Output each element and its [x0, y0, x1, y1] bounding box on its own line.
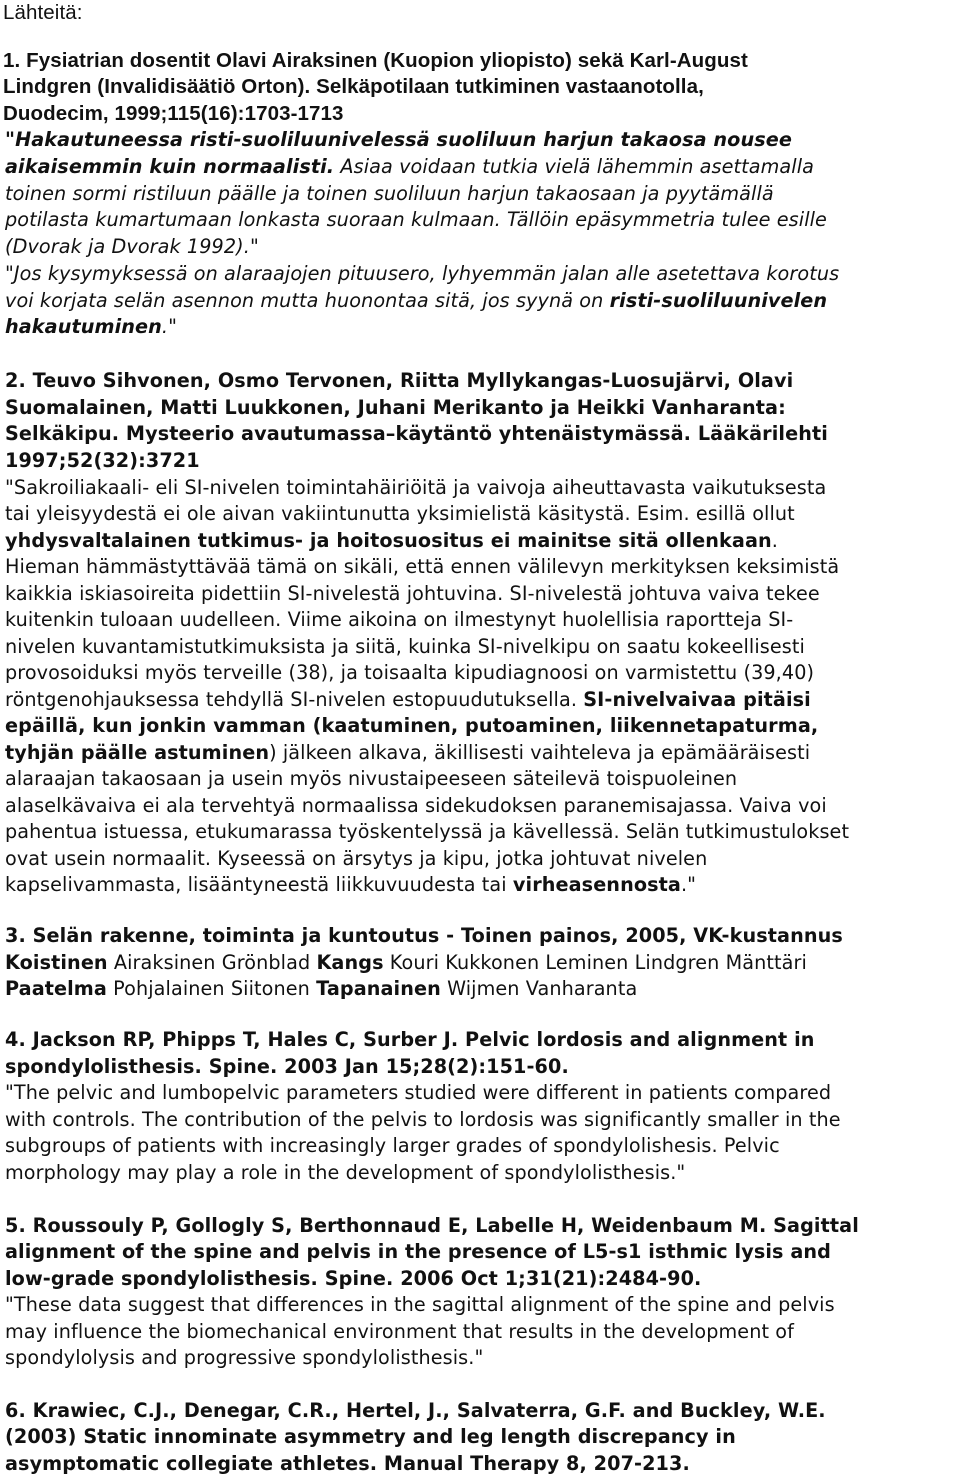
- ref5-quote-line-1: "These data suggest that differences in the sagittal alignment of the spine and pelvis: [5, 1293, 835, 1316]
- ref2-line-2: Suomalainen, Matti Luukkonen, Juhani Merikanto ja Heikki Vanharanta:: [5, 396, 786, 419]
- ref3-author-emphasis: Paatelma: [5, 977, 107, 1000]
- ref2-quote-text: .": [680, 873, 697, 896]
- ref2-quote-line-14: pahentua istuessa, etukumarassa työskentelyssä ja kävellessä. Selän tutkimustulokset: [5, 820, 850, 843]
- ref3-authors-line-2: [5, 976, 637, 1002]
- ref2-quote-line-2: tai yleisyydestä ei ole aivan vakiintunutta yksimielistä käsitystä. Esim. esillä ollut: [5, 502, 795, 525]
- references-heading: Lähteitä:: [3, 1, 83, 24]
- ref3-author-text: Airaksinen Grönblad: [107, 951, 317, 974]
- ref1-quote-emphasis: hakautuminen: [5, 315, 162, 338]
- ref1-quote-text: voi korjata selän asennon mutta huonontaa sitä, jos syynä on: [5, 289, 610, 312]
- ref5-line-2: alignment of the spine and pelvis in the presence of L5-s1 isthmic lysis and: [5, 1240, 831, 1263]
- ref4-line-1: 4. Jackson RP, Phipps T, Hales C, Surber J. Pelvic lordosis and alignment in: [5, 1028, 815, 1051]
- ref1-quote-text: .": [161, 315, 178, 338]
- ref3-author-text: Kouri Kukkonen Leminen Lindgren Mänttäri: [383, 951, 807, 974]
- ref2-quote-line-1: "Sakroiliakaali- eli SI-nivelen toimintahäiriöitä ja vaivoja aiheuttavasta vaikutuksesta: [5, 476, 827, 499]
- ref3-author-text: Pohjalainen Siitonen: [106, 977, 317, 1000]
- ref2-quote-line-3: [5, 528, 778, 554]
- ref2-quote-line-13: alaselkävaiva ei ala tervehtyä normaalissa sidekudoksen paranemisajassa. Vaiva voi: [5, 794, 827, 817]
- ref3-author-text: Wijmen Vanharanta: [440, 977, 638, 1000]
- ref2-line-4: 1997;52(32):3721: [5, 449, 200, 472]
- ref6-line-1: 6. Krawiec, C.J., Denegar, C.R., Hertel, J., Salvaterra, G.F. and Buckley, W.E.: [5, 1399, 826, 1422]
- ref4-quote-line-1: "The pelvic and lumbopelvic parameters studied were different in patients compared: [5, 1081, 832, 1104]
- ref1-line-1: 1. Fysiatrian dosentit Olavi Airaksinen (Kuopion yliopisto) sekä Karl-August: [3, 49, 748, 72]
- ref2-quote-line-12: alaraajan takaosaan ja usein myös nivustaipeeseen säteilevä toispuoleinen: [5, 767, 738, 790]
- ref2-quote-line-9: [5, 687, 811, 713]
- ref1-quote-line-4: potilasta kumartumaan lonkasta suoraan kulmaan. Tällöin epäsymmetria tulee esille: [5, 208, 827, 231]
- ref2-quote-emphasis: virheasennosta: [512, 873, 681, 896]
- ref3-author-emphasis: Koistinen: [5, 951, 108, 974]
- ref1-quote-line-2: [5, 154, 814, 180]
- ref1-quote-emphasis: aikaisemmin kuin normaalisti.: [5, 155, 335, 178]
- ref2-quote-emphasis: SI-nivelvaivaa pitäisi: [583, 688, 811, 711]
- ref5-quote-line-3: spondylolysis and progressive spondylolisthesis.": [5, 1346, 484, 1369]
- ref2-quote-emphasis: yhdysvaltalainen tutkimus- ja hoitosuositus ei mainitse sitä ollenkaan: [5, 529, 772, 552]
- ref3-line-1: 3. Selän rakenne, toiminta ja kuntoutus - Toinen painos, 2005, VK-kustannus: [5, 924, 843, 947]
- ref2-quote-line-5: kaikkia iskiasoireita pidettiin SI-nivelestä johtuvina. SI-nivelestä johtuva vaiva tekee: [5, 582, 820, 605]
- ref1-line-3: Duodecim, 1999;115(16):1703-1713: [3, 102, 344, 125]
- ref4-quote-line-2: with controls. The contribution of the pelvis to lordosis was significantly smaller in the: [5, 1108, 841, 1131]
- ref2-quote-text: kapselivammasta, lisääntyneestä liikkuvuudesta tai: [5, 873, 513, 896]
- ref5-line-1: 5. Roussouly P, Gollogly S, Berthonnaud E, Labelle H, Weidenbaum M. Sagittal: [5, 1214, 859, 1237]
- ref2-quote-line-4: Hieman hämmästyttävää tämä on sikäli, että ennen välilevyn merkityksen keksimistä: [5, 555, 840, 578]
- ref1-quote-line-5: (Dvorak ja Dvorak 1992).": [5, 235, 259, 258]
- ref1-quote-line-8: [5, 314, 177, 340]
- ref2-quote-line-8: provosoiduksi myös terveille (38), ja toisaalta kipudiagnoosi on varmistettu (39,40): [5, 661, 815, 684]
- ref5-line-3: low-grade spondylolisthesis. Spine. 2006 Oct 1;31(21):2484-90.: [5, 1267, 702, 1290]
- ref1-quote-line-6: "Jos kysymyksessä on alaraajojen pituusero, lyhyemmän jalan alle asetettava korotus: [5, 262, 840, 285]
- ref1-quote-line-1: "Hakautuneessa risti-suoliluunivelessä suoliluun harjun takaosa nousee: [5, 128, 792, 151]
- ref1-quote-line-3: toinen sormi ristiluun päälle ja toinen suoliluun harjun takaosaan ja pyytämällä: [5, 182, 774, 205]
- ref4-quote-line-4: morphology may play a role in the development of spondylolisthesis.": [5, 1161, 686, 1184]
- ref2-quote-text: röntgenohjauksessa tehdyllä SI-nivelen estopuudutuksella.: [5, 688, 584, 711]
- ref3-author-emphasis: Kangs: [316, 951, 384, 974]
- ref3-author-emphasis: Tapanainen: [316, 977, 441, 1000]
- ref1-quote-emphasis: risti-suoliluunivelen: [609, 289, 828, 312]
- ref3-authors-line-1: [5, 950, 807, 976]
- ref1-quote-text: Asiaa voidaan tutkia vielä lähemmin asettamalla: [334, 155, 814, 178]
- ref4-line-2: spondylolisthesis. Spine. 2003 Jan 15;28(2):151-60.: [5, 1055, 569, 1078]
- ref2-line-1: 2. Teuvo Sihvonen, Osmo Tervonen, Riitta Myllykangas-Luosujärvi, Olavi: [5, 369, 794, 392]
- ref2-quote-line-15: ovat usein normaalit. Kyseessä on ärsytys ja kipu, jotka johtuvat nivelen: [5, 847, 708, 870]
- ref1-quote-line-7: [5, 288, 827, 314]
- ref2-quote-emphasis: tyhjän päälle astuminen: [5, 741, 270, 764]
- ref2-line-3: Selkäkipu. Mysteerio avautumassa–käytäntö yhtenäistymässä. Lääkärilehti: [5, 422, 828, 445]
- ref6-line-3: asymptomatic collegiate athletes. Manual Therapy 8, 207-213.: [5, 1452, 690, 1475]
- ref2-quote-line-10: epäillä, kun jonkin vamman (kaatuminen, putoaminen, liikennetapaturma,: [5, 714, 819, 737]
- ref5-quote-line-2: may influence the biomechanical environment that results in the development of: [5, 1320, 794, 1343]
- ref2-quote-text: ) jälkeen alkava, äkillisesti vaihteleva ja epämääräisesti: [269, 741, 811, 764]
- ref2-quote-line-7: nivelen kuvantamistutkimuksista ja siitä, kuinka SI-nivelkipu on saatu kokeellisesti: [5, 635, 805, 658]
- ref4-quote-line-3: subgroups of patients with increasingly larger grades of spondylolishesis. Pelvic: [5, 1134, 780, 1157]
- ref2-quote-line-11: [5, 740, 810, 766]
- ref2-quote-line-16: [5, 872, 696, 898]
- ref1-line-2: Lindgren (Invalidisäätiö Orton). Selkäpotilaan tutkiminen vastaanotolla,: [3, 75, 704, 98]
- ref6-line-2: (2003) Static innominate asymmetry and leg length discrepancy in: [5, 1425, 736, 1448]
- ref2-quote-text: .: [771, 529, 778, 552]
- ref2-quote-line-6: kuitenkin tuloaan uudelleen. Viime aikoina on ilmestynyt huolellisia raportteja SI-: [5, 608, 794, 631]
